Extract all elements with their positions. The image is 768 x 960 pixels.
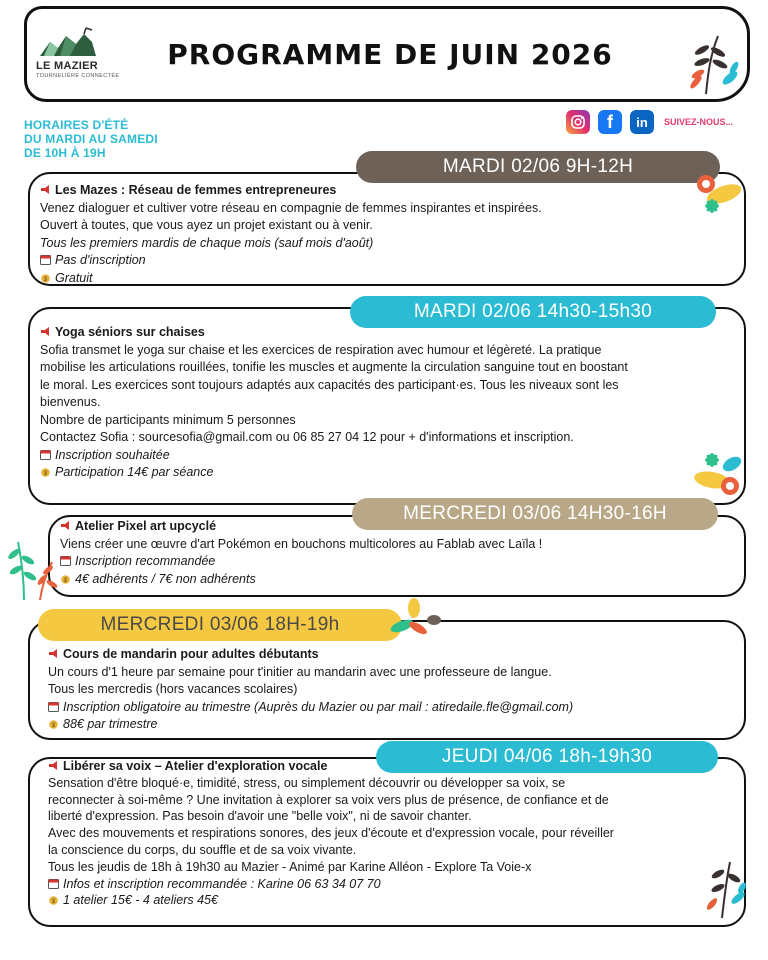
hours-line-2: DU MARDI AU SAMEDI bbox=[24, 132, 158, 146]
event-inscription-3: Inscription recommandée bbox=[75, 554, 216, 568]
leaf-decoration-icon bbox=[6, 536, 60, 602]
megaphone-icon bbox=[60, 519, 71, 530]
page-title: PROGRAMME DE JUIN 2026 bbox=[167, 38, 613, 71]
svg-text:$: $ bbox=[51, 899, 56, 906]
svg-text:$: $ bbox=[63, 577, 68, 584]
event-desc-4-2: Tous les mercredis (hors vacances scolaires) bbox=[48, 682, 298, 696]
event-inscription-4: Inscription obligatoire au trimestre (Auprès du Mazier ou par mail : atiredaile.fle@gmail.com) bbox=[63, 699, 574, 714]
money-bag-icon bbox=[48, 893, 59, 904]
gear-flower-decoration-icon bbox=[690, 444, 750, 500]
event-title-4: Cours de mandarin pour adultes débutants bbox=[63, 647, 319, 661]
event-desc-2-3: le moral. Les exercices sont toujours adaptés aux capacités des participant·es. Tous les niveaux sont les bbox=[40, 377, 619, 392]
event-title-5: Libérer sa voix – Atelier d'exploration vocale bbox=[63, 759, 328, 773]
logo-tagline: TOURNELIÈRE CONNECTÉE bbox=[36, 73, 120, 79]
event-desc-2-1: Sofia transmet le yoga sur chaise et les exercices de respiration avec humour et légèreté. La pratique bbox=[40, 342, 602, 357]
event-desc-1-1: Venez dialoguer et cultiver votre réseau en compagnie de femmes inspirantes et inspirées. bbox=[40, 200, 542, 215]
gear-flower-decoration-icon bbox=[680, 170, 744, 224]
event-title-3: Atelier Pixel art upcyclé bbox=[75, 519, 217, 533]
event-date-3: MERCREDI 03/06 14H30-16H bbox=[352, 498, 718, 530]
event-desc-5-4: Avec des mouvements et respirations sonores, des jeux d'écoute et d'expression vocale, pour réveiller bbox=[48, 826, 614, 841]
money-bag-icon bbox=[48, 717, 59, 728]
event-desc-4-1: Un cours d'1 heure par semaine pour t'initier au mandarin avec une professeure de langue. bbox=[48, 664, 552, 679]
event-date-1: MARDI 02/06 9H-12H bbox=[356, 151, 720, 183]
event-inscription-1: Pas d'inscription bbox=[55, 253, 146, 267]
event-title-2: Yoga séniors sur chaises bbox=[55, 325, 205, 339]
event-note-1: Tous les premiers mardis de chaque mois (sauf mois d'août) bbox=[40, 235, 374, 250]
event-content-5 bbox=[48, 758, 614, 909]
calendar-icon bbox=[40, 448, 51, 459]
megaphone-icon bbox=[40, 183, 51, 194]
svg-text:$: $ bbox=[43, 471, 48, 477]
svg-text:$: $ bbox=[43, 276, 48, 283]
event-date-2: MARDI 02/06 14h30-15h30 bbox=[350, 296, 716, 328]
follow-us-label[interactable]: SUIVEZ-NOUS... bbox=[664, 117, 734, 127]
event-desc-1-2: Ouvert à toutes, que vous ayez un projet existant ou à venir. bbox=[40, 218, 373, 232]
event-desc-3-1: Viens créer une œuvre d'art Pokémon en bouchons multicolores au Fablab avec Laïla ! bbox=[60, 536, 543, 551]
event-desc-5-2: reconnecter à soi-même ? Une invitation à explorer sa voix vers plus de présence, de confiance et de bbox=[48, 792, 609, 807]
leaf-decoration-icon bbox=[390, 596, 446, 640]
money-bag-icon bbox=[60, 572, 71, 583]
event-desc-5-3: liberté d'expression. Pas besoin d'avoir une "belle voix", ni de savoir chanter. bbox=[48, 809, 472, 824]
event-desc-2-5: Nombre de participants minimum 5 personnes bbox=[40, 412, 296, 427]
le-mazier-logo bbox=[36, 26, 106, 60]
calendar-icon bbox=[40, 253, 51, 264]
event-content-2 bbox=[40, 324, 628, 482]
hours-line-3: DE 10H À 19H bbox=[24, 146, 106, 160]
event-price-2: Participation 14€ par séance bbox=[55, 465, 214, 479]
calendar-icon bbox=[48, 700, 59, 711]
event-date-5: JEUDI 04/06 18h-19h30 bbox=[376, 741, 718, 773]
event-desc-2-4: bienvenus. bbox=[40, 395, 101, 409]
calendar-icon bbox=[60, 554, 71, 565]
event-inscription-5: Infos et inscription recommandée : Karine 06 63 34 07 70 bbox=[63, 876, 381, 891]
megaphone-icon bbox=[48, 647, 59, 658]
calendar-icon bbox=[48, 877, 59, 888]
event-date-4: MERCREDI 03/06 18H-19h bbox=[38, 609, 402, 641]
linkedin-icon[interactable]: in bbox=[630, 110, 654, 134]
megaphone-icon bbox=[48, 759, 59, 770]
svg-text:$: $ bbox=[51, 723, 56, 729]
event-price-4: 88€ par trimestre bbox=[63, 717, 158, 731]
social-links bbox=[566, 110, 733, 134]
summer-hours bbox=[24, 118, 158, 160]
event-inscription-2: Inscription souhaitée bbox=[55, 447, 170, 462]
leaf-decoration-icon bbox=[688, 30, 744, 96]
logo-name: LE MAZIER bbox=[36, 60, 98, 72]
event-title-1: Les Mazes : Réseau de femmes entrepreneures bbox=[55, 183, 337, 197]
money-bag-icon bbox=[40, 271, 51, 282]
event-price-1: Gratuit bbox=[55, 270, 93, 285]
instagram-icon[interactable] bbox=[566, 110, 590, 134]
event-desc-2-6: Contactez Sofia : sourcesofia@gmail.com ou 06 85 27 04 12 pour + d'informations et inscription. bbox=[40, 430, 574, 444]
megaphone-icon bbox=[40, 325, 51, 336]
event-desc-5-6: Tous les jeudis de 18h à 19h30 au Mazier - Animé par Karine Alléon - Explore Ta Voie-x bbox=[48, 859, 532, 874]
event-content-4 bbox=[48, 646, 573, 734]
event-price-5: 1 atelier 15€ - 4 ateliers 45€ bbox=[63, 893, 218, 908]
event-desc-2-2: mobilise les articulations rouillées, tonifie les muscles et augmente la circulation sanguine tout en boostant bbox=[40, 360, 628, 374]
hours-line-1: HORAIRES D'ÉTÉ bbox=[24, 118, 129, 132]
leaf-decoration-icon bbox=[704, 858, 750, 920]
money-bag-icon bbox=[40, 465, 51, 476]
event-desc-5-5: la conscience du corps, du souffle et de sa voix vivante. bbox=[48, 842, 357, 857]
event-content-1 bbox=[40, 182, 542, 287]
event-price-3: 4€ adhérents / 7€ non adhérents bbox=[75, 571, 256, 586]
event-desc-5-1: Sensation d'être bloqué·e, timidité, stress, ou simplement découvrir ou développer sa voix, se bbox=[48, 775, 566, 790]
facebook-icon[interactable]: f bbox=[598, 110, 622, 134]
